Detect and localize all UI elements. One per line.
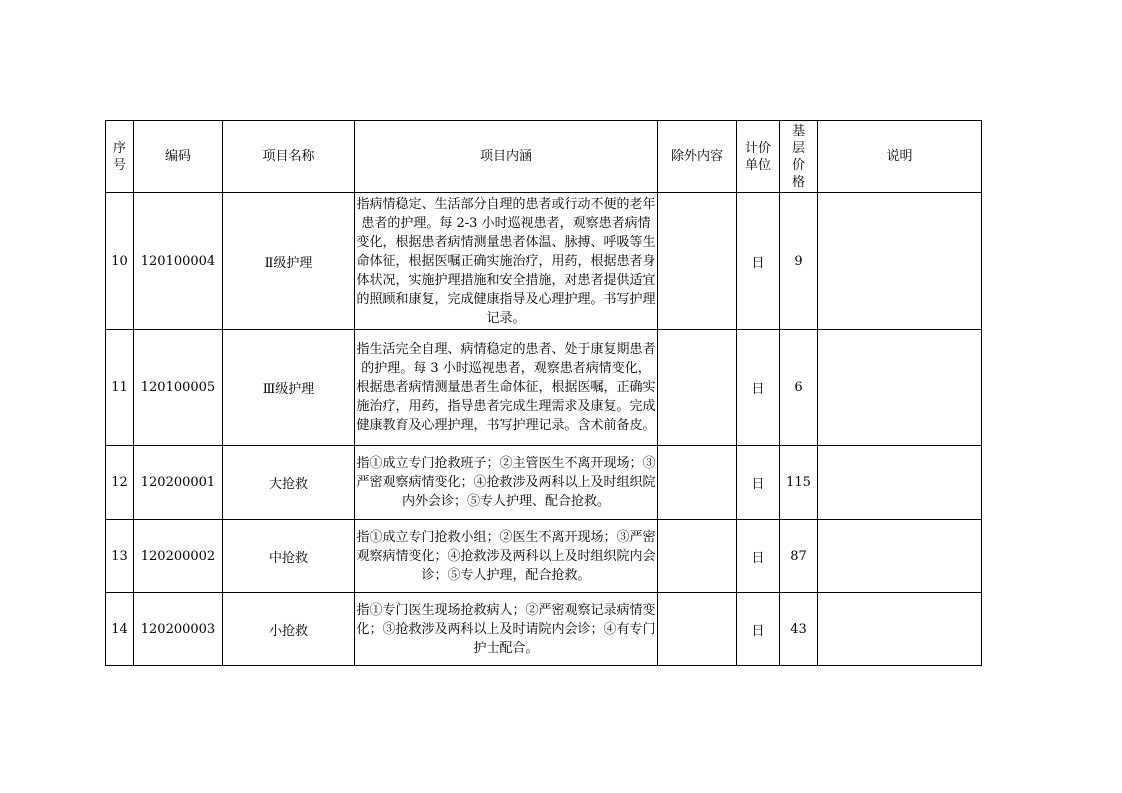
- cell-exclusion: [658, 593, 737, 666]
- cell-unit: 日: [737, 593, 780, 666]
- cell-content: 指①专门医生现场抢救病人；②严密观察记录病情变化；③抢救涉及两科以上及时请院内会诊；④有专门护士配合。: [355, 593, 658, 666]
- header-seq-label: 序号: [112, 140, 126, 173]
- cell-code: 120100005: [134, 330, 223, 446]
- cell-exclusion: [658, 330, 737, 446]
- cell-seq: 14: [106, 593, 134, 666]
- header-exclusion: 除外内容: [658, 121, 737, 193]
- table-row: [106, 520, 982, 593]
- table-row: [106, 330, 982, 446]
- header-code: 编码: [134, 121, 223, 193]
- table-row: [106, 446, 982, 520]
- cell-exclusion: [658, 446, 737, 520]
- cell-code: 120200003: [134, 593, 223, 666]
- table-row: [106, 593, 982, 666]
- header-price: [780, 121, 818, 193]
- cell-note: [818, 193, 982, 330]
- cell-unit: 日: [737, 520, 780, 593]
- cell-price: 6: [780, 330, 818, 446]
- cell-exclusion: [658, 520, 737, 593]
- cell-content: 指生活完全自理、病情稳定的患者、处于康复期患者的护理。每 3 小时巡视患者，观察患者病情变化，根据患者病情测量患者生命体征，根据医嘱，正确实施治疗，用药，指导患者完成生理需求及康复。完成健康教育及心理护理，书写护理记录。含术前备皮。: [355, 330, 658, 446]
- cell-content: 指病情稳定、生活部分自理的患者或行动不便的老年患者的护理。每 2-3 小时巡视患者，观察患者病情变化，根据患者病情测量患者体温、脉搏、呼吸等生命体征，根据医嘱正确实施治疗，用药，根据患者身体状况，实施护理措施和安全措施，对患者提供适宜的照顾和康复，完成健康指导及心理护理。书写护理记录。: [355, 193, 658, 330]
- header-unit: [737, 121, 780, 193]
- cell-name: 小抢救: [223, 593, 355, 666]
- cell-price: 9: [780, 193, 818, 330]
- cell-content: 指①成立专门抢救班子；②主管医生不离开现场；③严密观察病情变化；④抢救涉及两科以上及时组织院内外会诊；⑤专人护理、配合抢救。: [355, 446, 658, 520]
- header-name: 项目名称: [223, 121, 355, 193]
- table-row: [106, 193, 982, 330]
- cell-content: 指①成立专门抢救小组；②医生不离开现场；③严密观察病情变化；④抢救涉及两科以上及时组织院内会诊；⑤专人护理，配合抢救。: [355, 520, 658, 593]
- cell-note: [818, 446, 982, 520]
- cell-note: [818, 330, 982, 446]
- cell-code: 120200002: [134, 520, 223, 593]
- cell-note: [818, 593, 982, 666]
- cell-price: 43: [780, 593, 818, 666]
- cell-unit: 日: [737, 193, 780, 330]
- cell-seq: 12: [106, 446, 134, 520]
- header-unit-label: 计价单位: [744, 140, 771, 173]
- cell-note: [818, 520, 982, 593]
- cell-seq: 13: [106, 520, 134, 593]
- header-content: 项目内涵: [355, 121, 658, 193]
- cell-name: 大抢救: [223, 446, 355, 520]
- header-seq: [106, 121, 134, 193]
- cell-price: 115: [780, 446, 818, 520]
- cell-name: Ⅲ级护理: [223, 330, 355, 446]
- cell-seq: 11: [106, 330, 134, 446]
- cell-unit: 日: [737, 446, 780, 520]
- cell-name: 中抢救: [223, 520, 355, 593]
- cell-unit: 日: [737, 330, 780, 446]
- header-price-label: 基层价格: [791, 123, 805, 190]
- cell-exclusion: [658, 193, 737, 330]
- cell-code: 120100004: [134, 193, 223, 330]
- cell-price: 87: [780, 520, 818, 593]
- cell-code: 120200001: [134, 446, 223, 520]
- header-note: 说明: [818, 121, 982, 193]
- cell-seq: 10: [106, 193, 134, 330]
- fee-schedule-table: [105, 120, 982, 666]
- header-row: [106, 121, 982, 193]
- cell-name: Ⅱ级护理: [223, 193, 355, 330]
